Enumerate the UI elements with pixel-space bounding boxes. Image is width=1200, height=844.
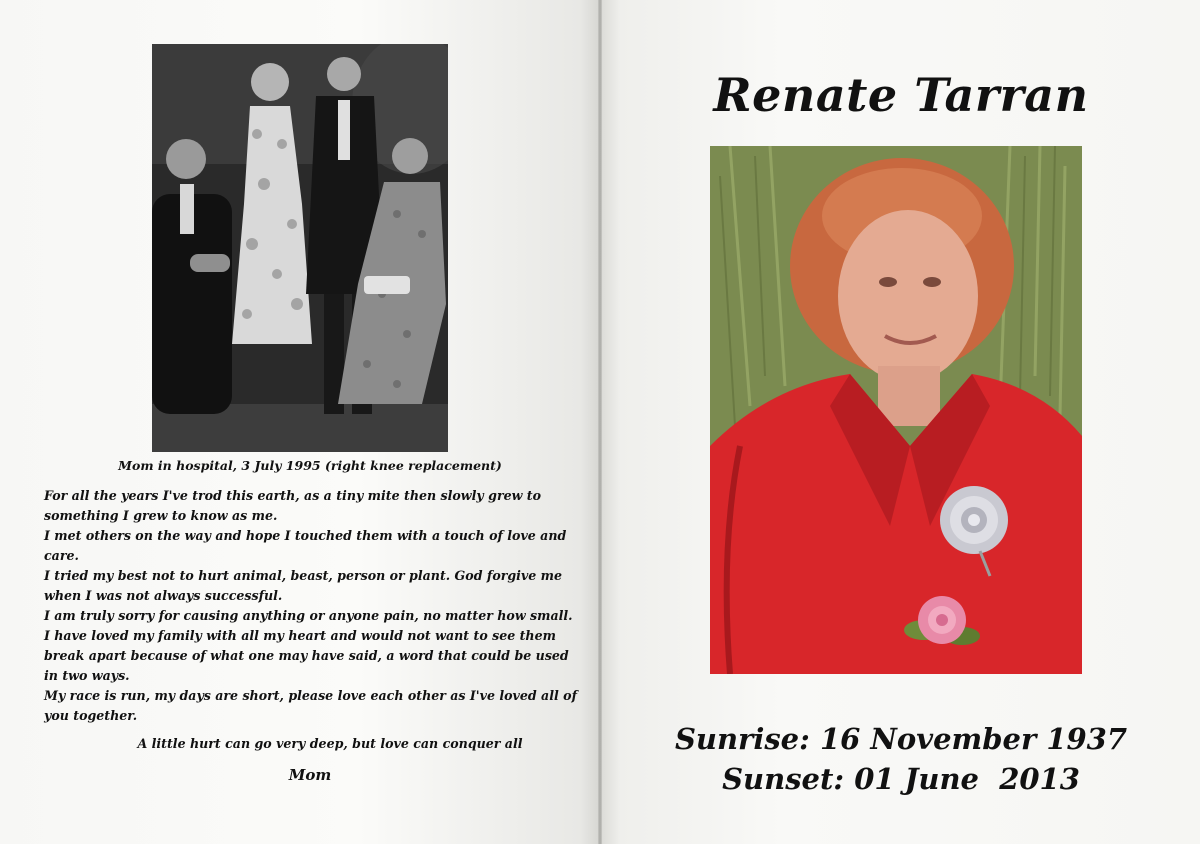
signature: Mom xyxy=(288,766,332,784)
family-photo xyxy=(152,44,448,452)
poem-line: I have loved my family with all my heart and would not want to see them break apart because of what one may have said, a word that could be used in two ways. xyxy=(44,628,569,683)
sunrise-date-line xyxy=(602,722,1200,756)
poem-line: My race is run, my days are short, please love each other as I've loved all of you together. xyxy=(44,688,577,723)
poem-closing-line: A little hurt can go very deep, but love can conquer all xyxy=(137,736,523,751)
right-page xyxy=(602,0,1200,844)
sunrise-label: Sunrise: xyxy=(674,722,810,756)
poem-line: I tried my best not to hurt animal, beast, person or plant. God forgive me when I was not always successful. xyxy=(44,568,562,603)
sunset-label: Sunset: xyxy=(722,762,845,796)
portrait-photo xyxy=(710,146,1082,674)
sunset-date-line xyxy=(602,762,1200,796)
left-page xyxy=(0,0,598,844)
poem-line: I am truly sorry for causing anything or anyone pain, no matter how small. xyxy=(44,608,573,623)
deceased-name: Renate Tarran xyxy=(713,68,1089,122)
photo-caption: Mom in hospital, 3 July 1995 (right knee replacement) xyxy=(118,458,502,473)
sunrise-date: 16 November 1937 xyxy=(819,722,1128,756)
poem-line: For all the years I've trod this earth, as a tiny mite then slowly grew to something I grew to know as me. xyxy=(44,488,542,523)
memorial-poem xyxy=(44,486,580,726)
sunset-date: 01 June 2013 xyxy=(854,762,1080,796)
poem-line: I met others on the way and hope I touched them with a touch of love and care. xyxy=(44,528,567,563)
